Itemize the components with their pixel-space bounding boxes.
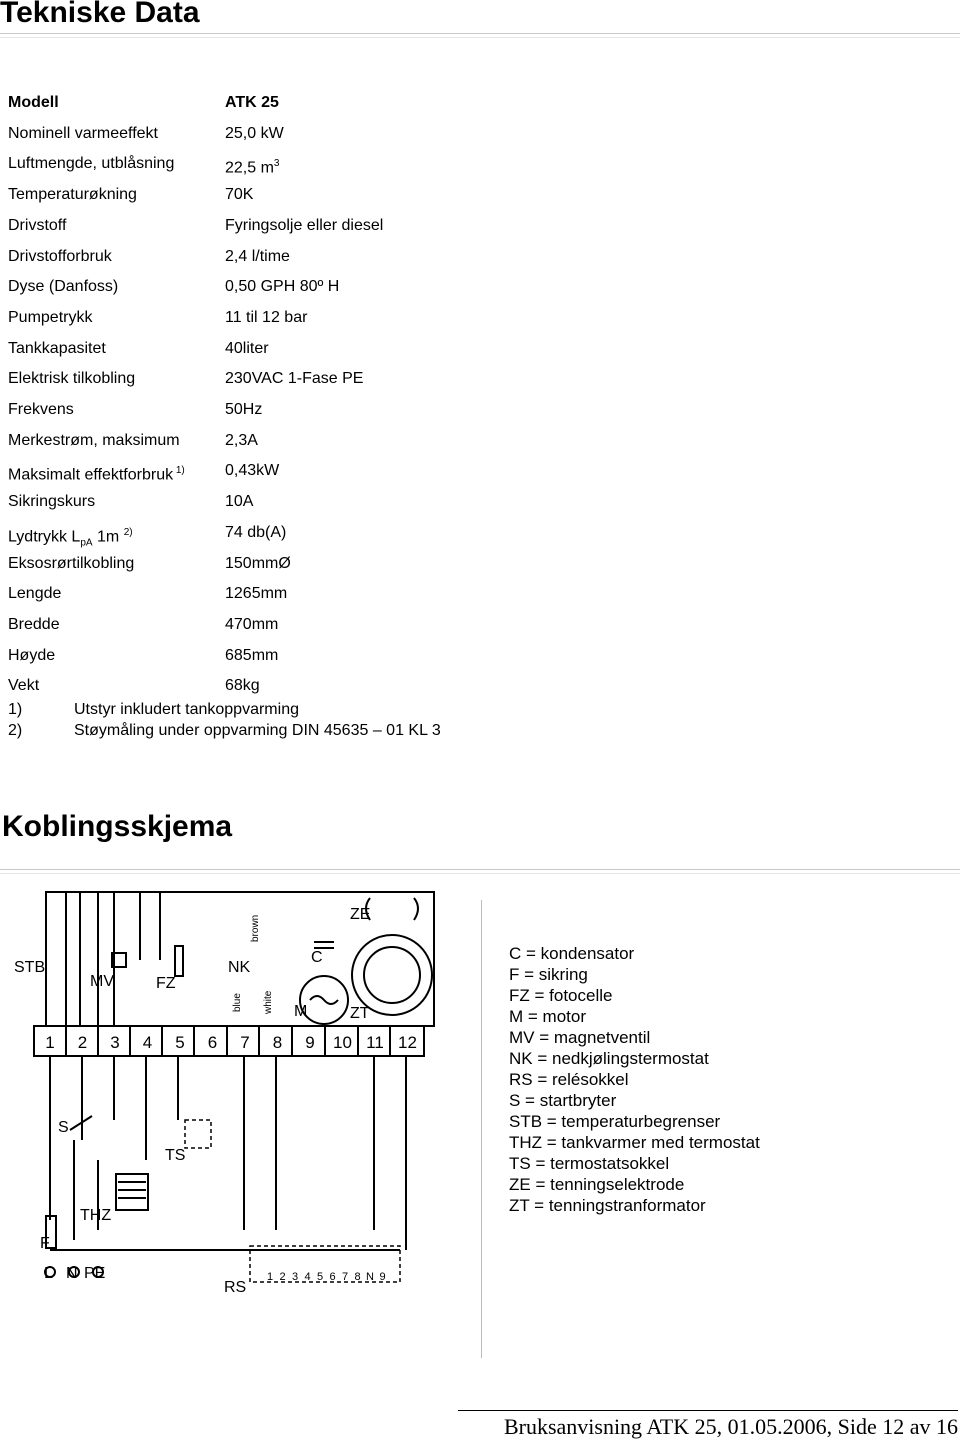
terminal-number: 4 [142,1033,153,1052]
spec-label: Elektrisk tilkobling [8,370,136,388]
label-mv: MV [90,973,114,990]
spec-label: Modell [8,94,59,111]
spec-label: Eksosrørtilkobling [8,554,135,572]
terminal-number: 6 [207,1033,218,1052]
spec-label: Lydtrykk $L_{pA}$ 1m $^{2)}$ [8,526,133,549]
spec-value: 0,50 GPH 80º H [225,278,340,296]
footnote-number: 2) [8,722,23,739]
legend-item: M = motor [509,1007,586,1026]
spec-label: Drivstoff [8,216,67,234]
label-ts: TS [165,1147,186,1164]
footnote-text: Utstyr inkludert tankoppvarming [74,701,299,718]
label-thz: THZ [80,1207,112,1224]
label-rs: RS [224,1279,247,1296]
legend-item: THZ = tankvarmer med termostat [509,1133,760,1152]
spec-value: 150mmØ [225,554,291,572]
terminal-number: 12 [398,1033,417,1052]
rs-terminal-number: 5 [316,1271,324,1283]
footnote [8,721,441,741]
footer-rule [458,1410,958,1411]
spec-value: 11 til 12 bar [225,308,308,326]
terminal-number: 8 [272,1033,283,1052]
spec-value: 470mm [225,615,279,633]
label-pe: PE [84,1265,106,1282]
label-white: white [263,990,274,1014]
spec-value: 10A [225,493,254,511]
label-f: F [40,1235,50,1252]
spec-value: 40liter [225,339,269,357]
spec-label: Tankkapasitet [8,339,106,357]
legend-item: ZE = tenningselektrode [509,1175,685,1194]
terminal-number: 5 [175,1033,185,1052]
spec-value: 1265mm [225,585,288,603]
spec-label: Nominell varmeeffekt [8,124,158,142]
spec-value: 0,43kW [225,462,280,480]
terminal-number: 7 [240,1033,250,1052]
legend-item: STB = temperaturbegrenser [509,1112,721,1131]
label-c: C [311,949,323,966]
label-l: L [44,1265,53,1282]
footnote-number: 1) [8,701,23,718]
spec-label: Merkestrøm, maksimum [8,431,180,449]
terminal-number: 1 [45,1033,55,1052]
section-rule [0,869,960,870]
spec-label: Maksimalt effektforbruk $^{1)}$ [8,465,185,484]
spec-label: Sikringskurs [8,493,96,511]
diagram-legend [509,943,760,1216]
label-fz: FZ [156,975,176,992]
label-brown: brown [250,914,261,942]
spec-label: Frekvens [8,401,74,418]
legend-item: F = sikring [509,965,588,984]
rs-terminal-number: 4 [304,1271,311,1283]
rs-terminal-number: 7 [341,1271,349,1283]
rs-terminal-number: 9 [379,1271,386,1283]
spec-value: 25,0 kW [225,124,284,142]
footnote-text: Støymåling under oppvarming DIN 45635 – 01 KL 3 [74,722,441,739]
wiring-diagram [0,880,470,1300]
rs-terminal-number: N [366,1271,374,1283]
spec-value: 68kg [225,677,260,695]
legend-item: S = startbryter [509,1091,617,1110]
section-title: Koblingsskjema [2,810,233,843]
spec-value: ATK 25 [225,94,279,111]
label-s: S [58,1119,69,1136]
terminal-number: 11 [366,1033,384,1052]
section-rule-2 [0,873,960,874]
spec-value: 2,4 l/time [225,247,290,265]
spec-label: Vekt [8,677,40,695]
spec-label: Høyde [8,646,56,664]
spec-value: 685mm [225,646,279,664]
rs-terminal-number: 6 [329,1271,336,1283]
terminal-number: 9 [305,1033,315,1052]
spec-value: 22,5 $m^3$ [225,158,280,177]
label-nk: NK [228,959,251,976]
rs-terminal-number: 3 [291,1271,299,1283]
label-stb: STB [14,959,46,976]
legend-item: TS = termostatsokkel [509,1154,670,1173]
label-zt: ZT [350,1005,370,1022]
rs-terminal-number: 1 [266,1271,274,1283]
title-rule [0,33,960,34]
legend-item: NK = nedkjølingstermostat [509,1049,709,1068]
spec-label: Temperaturøkning [8,186,137,204]
legend-item: MV = magnetventil [509,1028,651,1047]
spec-label: Bredde [8,615,60,633]
terminal-number: 3 [110,1033,120,1052]
spec-label: Pumpetrykk [8,308,93,326]
spec-label: Luftmengde, utblåsning [8,155,175,173]
legend-item: ZT = tenningstranformator [509,1196,706,1215]
label-n: N [66,1265,78,1282]
legend-item: C = kondensator [509,944,635,963]
spec-value: 74 db(A) [225,523,287,541]
legend-item: RS = relésokkel [509,1070,629,1089]
footnote [8,700,299,720]
spec-value: 50Hz [225,401,263,418]
spec-value: Fyringsolje eller diesel [225,216,384,234]
legend-item: FZ = fotocelle [509,986,613,1005]
page-footer: Bruksanvisning ATK 25, 01.05.2006, Side 12 av 16 [503,1414,958,1439]
rs-terminal-number: 2 [279,1271,286,1283]
spec-label: Lengde [8,585,62,603]
label-m: M [294,1003,308,1020]
spec-value: 70K [225,186,254,204]
page-title: Tekniske Data [0,0,200,29]
label-ze: ZE [350,906,371,923]
label-blue: blue [232,993,243,1012]
terminal-number: 2 [77,1033,88,1052]
spec-label: Drivstofforbruk [8,247,112,265]
title-rule-2 [0,37,960,38]
spec-label: Dyse (Danfoss) [8,278,119,296]
divider [481,900,482,1358]
spec-value: 230VAC 1-Fase PE [225,370,364,388]
rs-terminal-number: 8 [354,1271,361,1283]
terminal-number: 10 [333,1033,352,1052]
spec-value: 2,3A [225,431,258,449]
